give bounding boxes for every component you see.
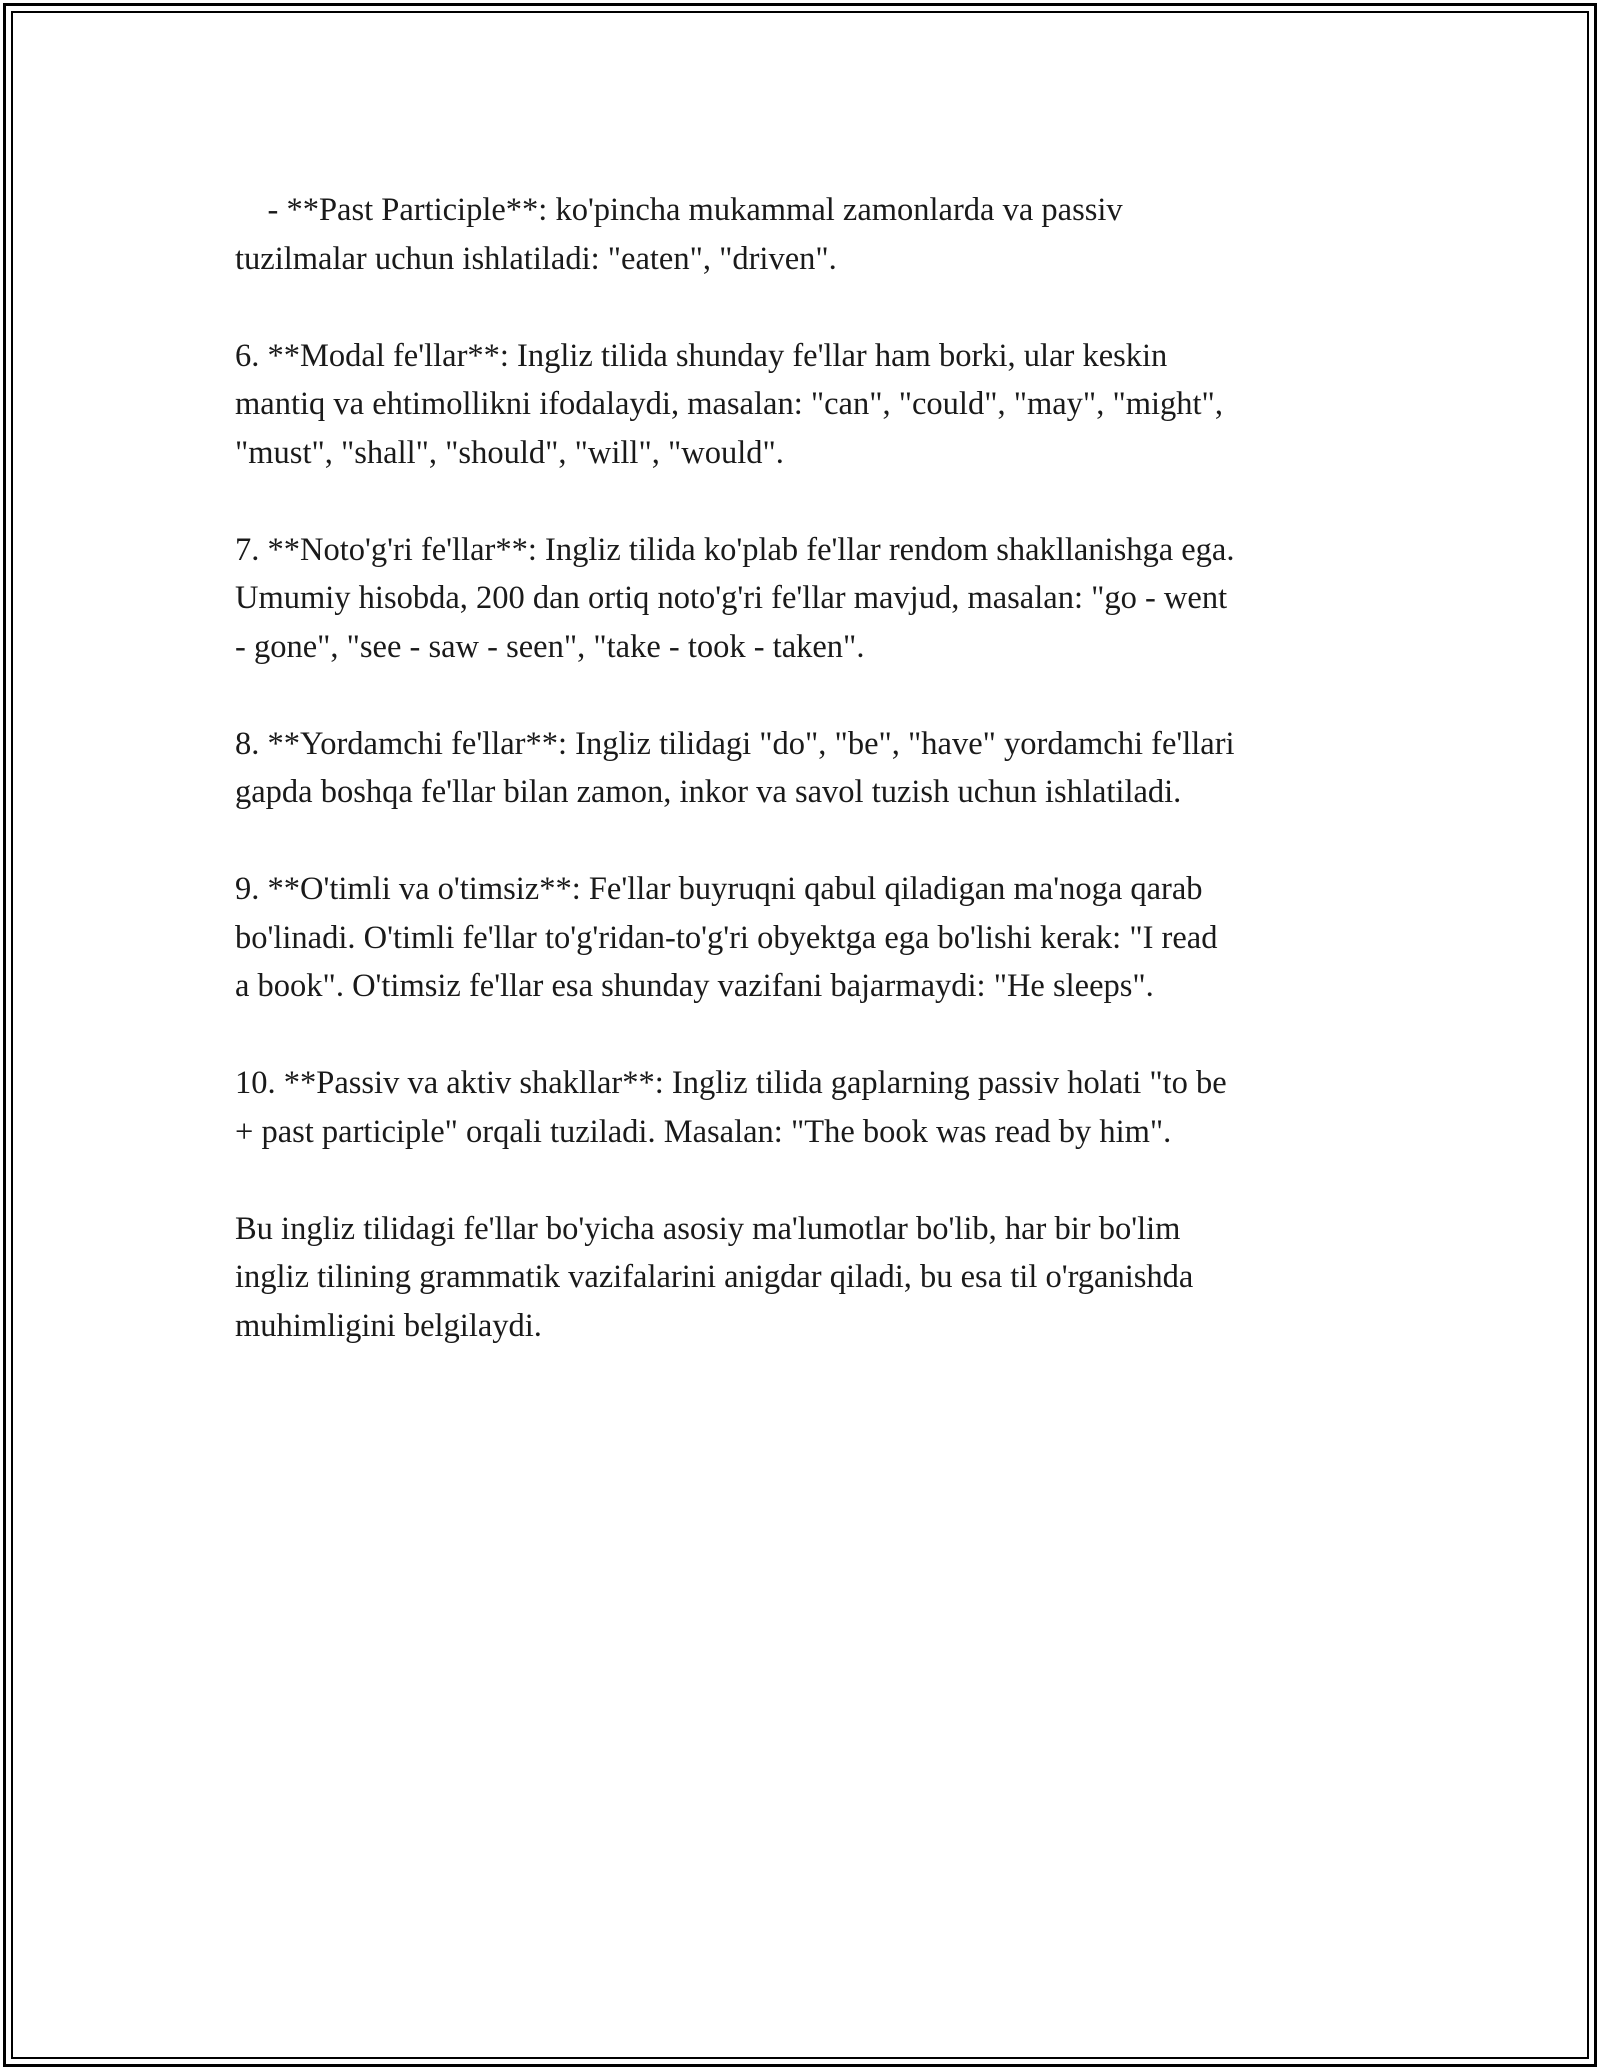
text-line: 9. **O'timli va o'timsiz**: Fe'llar buyruqni qabul qiladigan ma'noga qarab: [235, 871, 1203, 907]
text-line: ingliz tilining grammatik vazifalarini anigdar qiladi, bu esa til o'rganishda: [235, 1259, 1194, 1295]
text-line: + past participle" orqali tuziladi. Masalan: "The book was read by him".: [235, 1113, 1172, 1150]
text-line: a book". O'timsiz fe'llar esa shunday vazifani bajarmaydi: "He sleeps".: [235, 968, 1154, 1004]
text-line: gapda boshqa fe'llar bilan zamon, inkor va savol tuzish uchun ishlatiladi.: [235, 774, 1182, 810]
text-line: tuzilmalar uchun ishlatiladi: "eaten", "driven".: [235, 240, 837, 277]
text-line: 7. **Noto'g'ri fe'llar**: Ingliz tilida ko'plab fe'llar rendom shakllanishga ega.: [235, 531, 1235, 568]
paragraph-past-participle: [235, 186, 1385, 283]
text-line: muhimligini belgilaydi.: [235, 1307, 542, 1344]
text-line: 10. **Passiv va aktiv shakllar**: Ingliz tilida gaplarning passiv holati "to be: [235, 1065, 1227, 1101]
text-line: bo'linadi. O'timli fe'llar to'g'ridan-to'g'ri obyektga ega bo'lishi kerak: "I read: [235, 919, 1218, 956]
text-line: - gone", "see - saw - seen", "take - took - taken".: [235, 628, 865, 665]
text-line: - **Past Participle**: ko'pincha mukammal zamonlarda va passiv: [235, 192, 1123, 228]
paragraph-auxiliary-verbs: [235, 720, 1385, 817]
paragraph-irregular-verbs: [235, 526, 1385, 672]
text-line: 8. **Yordamchi fe'llar**: Ingliz tilidagi "do", "be", "have" yordamchi fe'llari: [235, 725, 1235, 762]
text-line: 6. **Modal fe'llar**: Ingliz tilida shunday fe'llar ham borki, ular keskin: [235, 337, 1168, 374]
text-line: Bu ingliz tilidagi fe'llar bo'yicha asosiy ma'lumotlar bo'lib, har bir bo'lim: [235, 1210, 1181, 1247]
text-line: Umumiy hisobda, 200 dan ortiq noto'g'ri fe'llar mavjud, masalan: "go - went: [235, 580, 1228, 616]
paragraph-transitive-intransitive: [235, 865, 1385, 1011]
paragraph-passive-active: [235, 1059, 1385, 1156]
paragraph-conclusion: [235, 1205, 1385, 1351]
text-line: mantiq va ehtimollikni ifodalaydi, masalan: "can", "could", "may", "might",: [235, 386, 1223, 422]
paragraph-modal-verbs: [235, 332, 1385, 478]
document-body: [235, 186, 1385, 1399]
text-line: "must", "shall", "should", "will", "would".: [235, 434, 784, 471]
